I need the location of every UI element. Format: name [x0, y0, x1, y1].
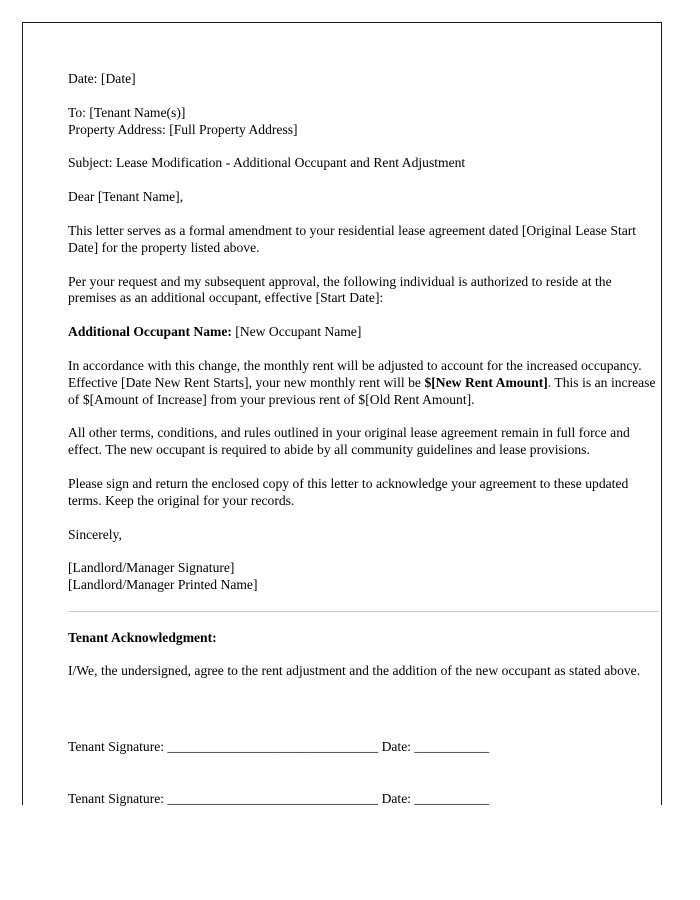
document-page-frame — [22, 22, 662, 805]
landlord-signature-placeholder: [Landlord/Manager Signature] — [68, 560, 235, 576]
document-body — [68, 71, 660, 843]
landlord-printed-name-placeholder: [Landlord/Manager Printed Name] — [68, 577, 258, 593]
tenant-date-label-2: Date: — [378, 791, 415, 807]
recipient-block — [68, 105, 660, 139]
recipient-property-address-line: Property Address: [Full Property Address] — [68, 121, 298, 137]
additional-occupant-field — [68, 324, 660, 341]
landlord-signature-block — [68, 560, 660, 594]
paragraph-amendment: This letter serves as a formal amendment to your residential lease agreement dated [Original Lease Start Date] for the property listed above. — [68, 222, 637, 255]
tenant-signature-rule-2[interactable]: _______________________________ — [167, 791, 379, 807]
date-line: Date: [Date] — [68, 71, 136, 86]
paragraph-rent-adjustment — [68, 358, 660, 408]
paragraph-other-terms: All other terms, conditions, and rules outlined in your original lease agreement remain in full force and effect. The new occupant is required to abide by all community guidelines and lease provisions. — [68, 425, 630, 458]
closing-salutation: Sincerely, — [68, 526, 122, 542]
new-rent-amount-placeholder: $[New Rent Amount] — [424, 374, 548, 390]
tenant-signature-rule-1[interactable]: _______________________________ — [167, 738, 379, 754]
additional-occupant-label: Additional Occupant Name: — [68, 324, 232, 340]
tenant-date-label-1: Date: — [378, 738, 415, 754]
rent-paragraph-part-two: . This is an increase of $[Amount of Increase] from your previous rent of $[Old Rent Amount]. — [68, 374, 656, 407]
tenant-date-rule-1[interactable]: ___________ — [414, 738, 490, 754]
additional-occupant-value: [New Occupant Name] — [235, 324, 362, 340]
paragraph-sign-and-return: Please sign and return the enclosed copy of this letter to acknowledge your agreement to these updated terms. Keep the original for your records. — [68, 475, 629, 508]
tenant-acknowledgment-heading: Tenant Acknowledgment: — [68, 629, 217, 645]
tenant-date-rule-2[interactable]: ___________ — [414, 791, 490, 807]
tenant-signature-rows — [68, 703, 660, 843]
tenant-signature-label-1: Tenant Signature: — [68, 738, 168, 754]
recipient-to-line: To: [Tenant Name(s)] — [68, 104, 186, 120]
tenant-signature-label-2: Tenant Signature: — [68, 791, 168, 807]
paragraph-authorization: Per your request and my subsequent approval, the following individual is authorized to reside at the premises as an additional occupant, effective [Start Date]: — [68, 273, 612, 306]
tenant-acknowledgment-statement: I/We, the undersigned, agree to the rent adjustment and the addition of the new occupant as stated above. — [68, 662, 641, 678]
table-row — [68, 738, 660, 756]
subject-line: Subject: Lease Modification - Additional Occupant and Rent Adjustment — [68, 155, 466, 171]
section-divider — [68, 611, 659, 612]
table-row — [68, 790, 660, 808]
rent-paragraph-part-one: In accordance with this change, the monthly rent will be adjusted to account for the increased occupancy. Effective [Date New Rent Starts], your new monthly rent will be — [68, 357, 642, 390]
salutation: Dear [Tenant Name], — [68, 189, 184, 205]
